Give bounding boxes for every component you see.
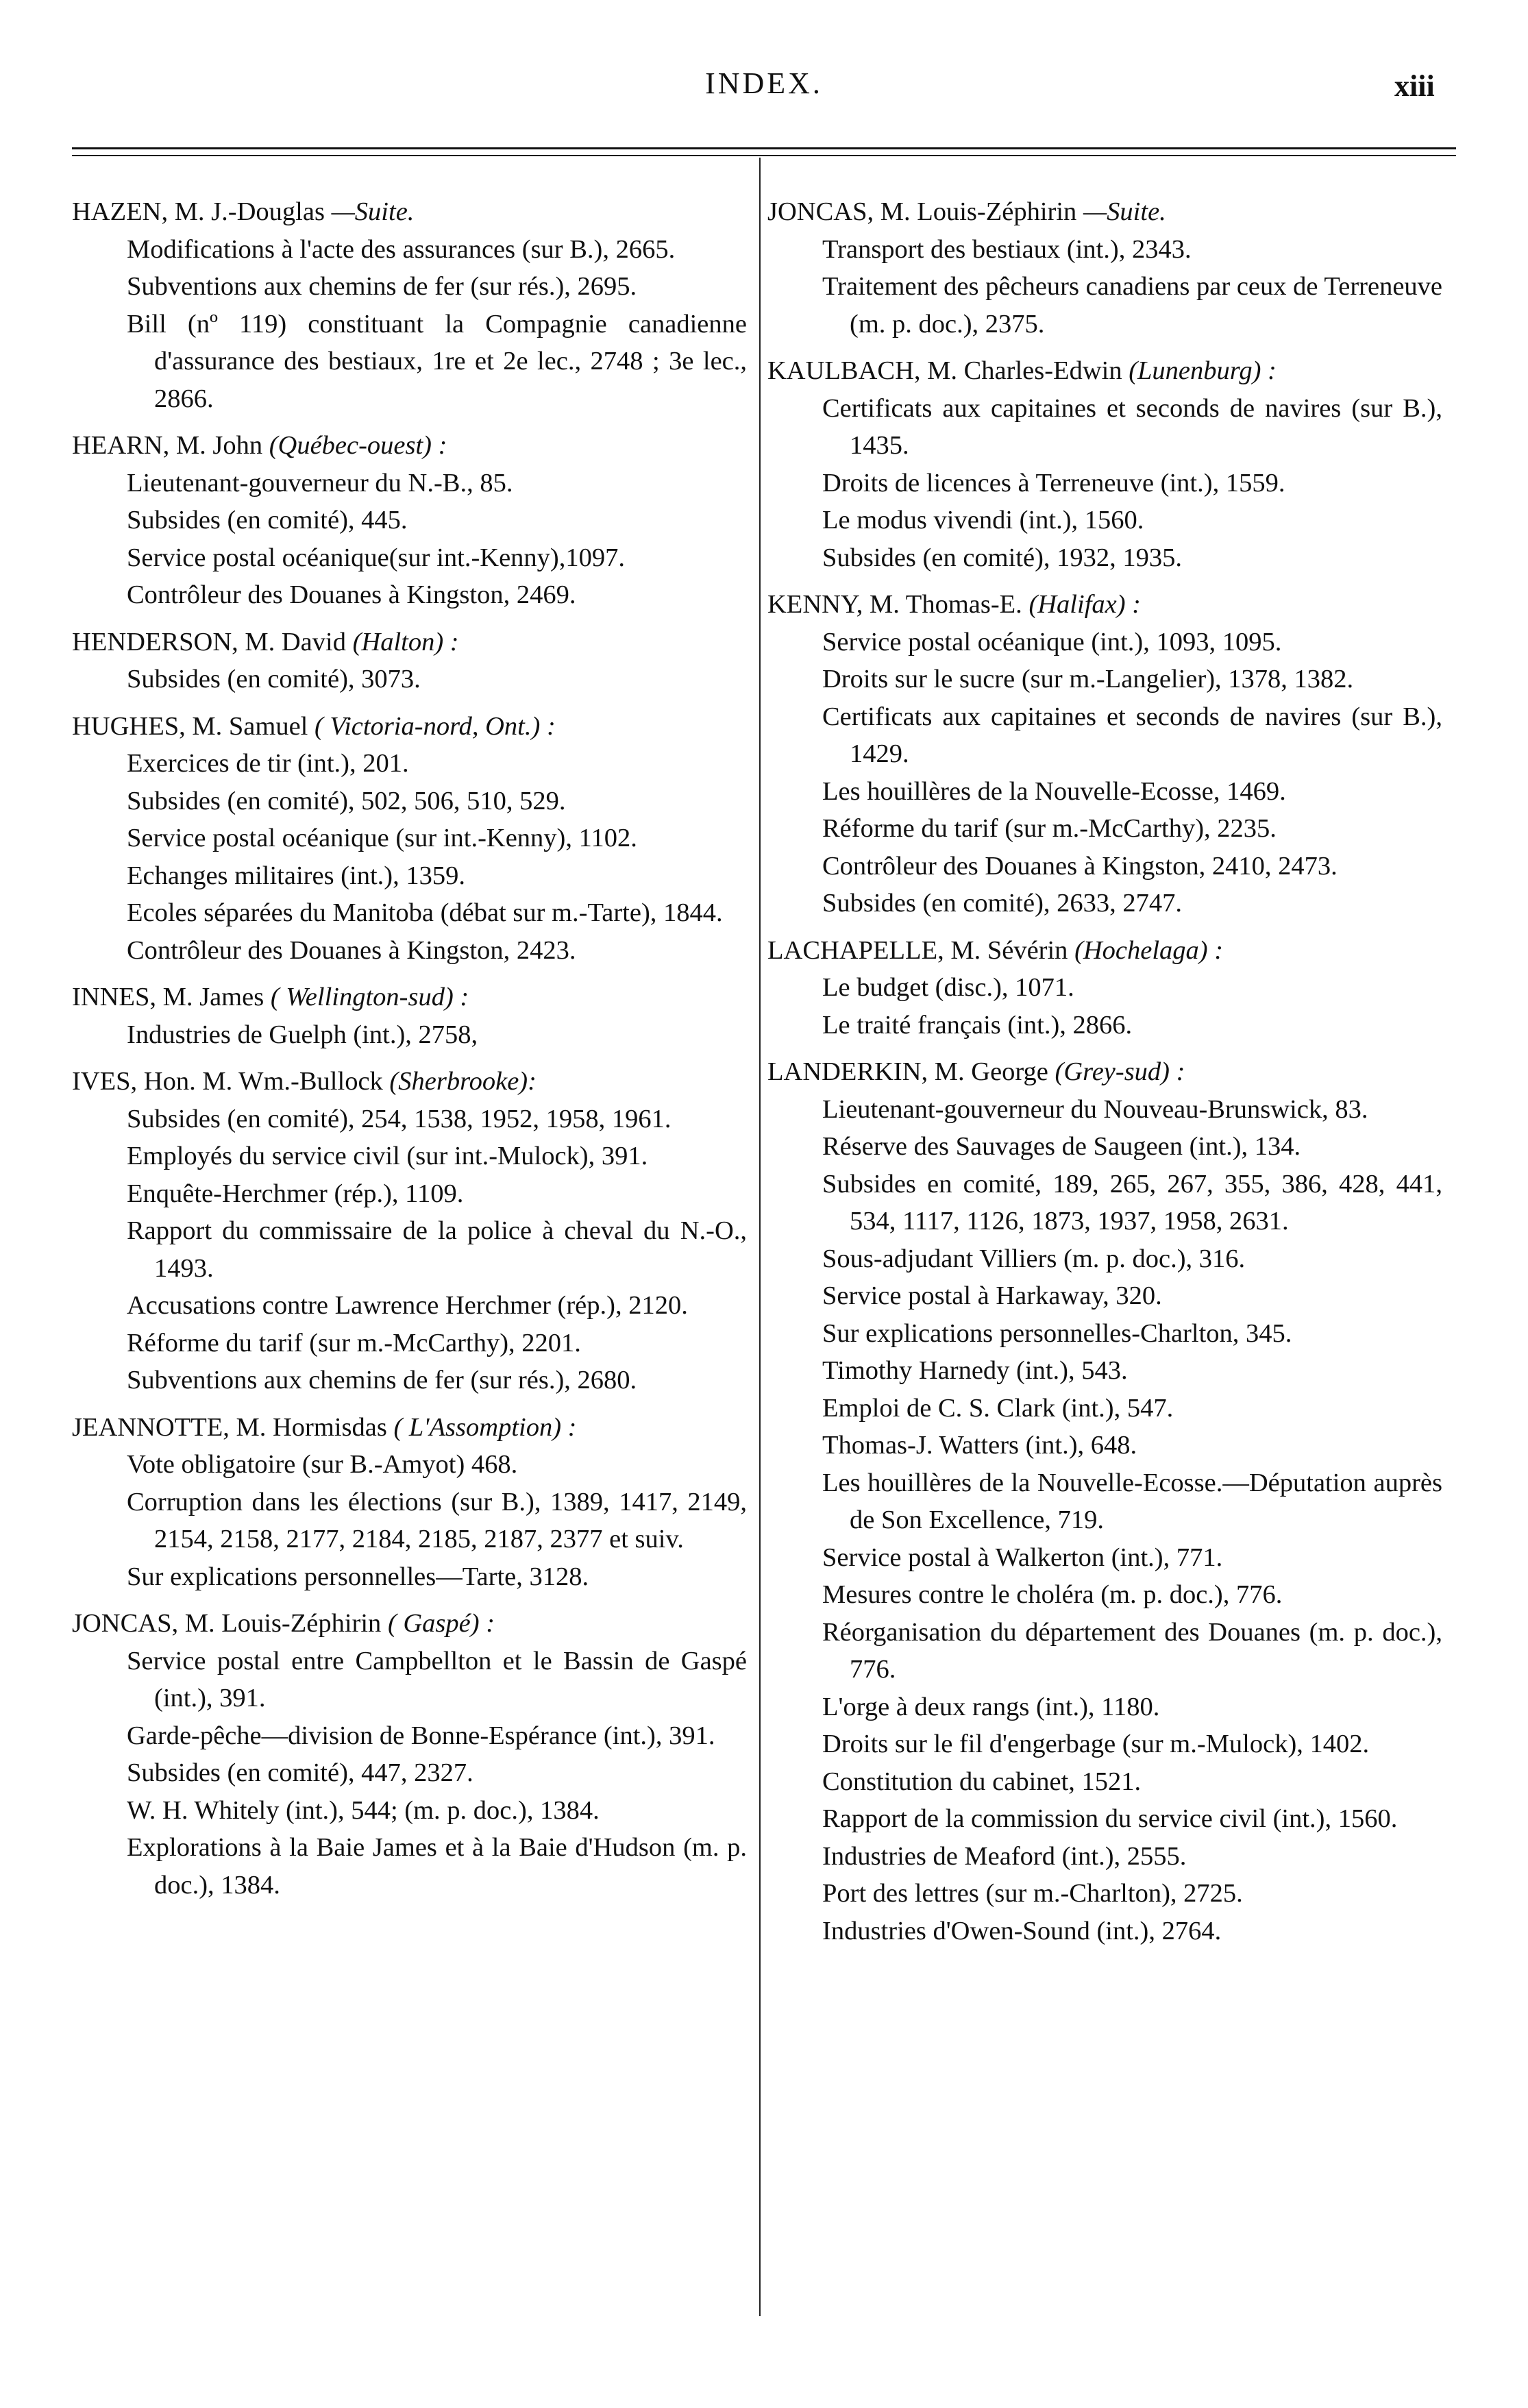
entry-heading: [72, 1063, 747, 1101]
entry-reference: Réforme du tarif (sur m.-McCarthy), 2201.: [127, 1328, 581, 1357]
entry-reference: Ecoles séparées du Manitoba (débat sur m.-Tarte), 1844.: [127, 898, 723, 927]
column-divider: [759, 158, 761, 2316]
entry-name: KAULBACH, M. Charles-Edwin: [767, 356, 1122, 385]
index-entry: [767, 586, 1442, 922]
entry-reference: Subsides (en comité), 1932, 1935.: [822, 543, 1183, 572]
entry-reference: Emploi de C. S. Clark (int.), 547.: [822, 1393, 1174, 1423]
entry-reference: Droits de licences à Terreneuve (int.), 1559.: [822, 468, 1285, 497]
entry-reference: Employés du service civil (sur int.-Mulock), 391.: [127, 1142, 648, 1170]
entry-reference: Port des lettres (sur m.-Charlton), 2725.: [822, 1879, 1243, 1908]
entry-reference: Subventions aux chemins de fer (sur rés.), 2695.: [127, 272, 637, 301]
entry-reference: Subsides (en comité), 3073.: [127, 665, 421, 693]
entry-name: JONCAS, M. Louis-Zéphirin: [767, 197, 1077, 226]
entry-reference: Certificats aux capitaines et seconds de navires (sur B.), 1435.: [822, 393, 1442, 460]
entry-reference: Corruption dans les élections (sur B.), 1389, 1417, 2149, 2154, 2158, 2177, 2184, 2185, 2187, 2377 et suiv.: [127, 1487, 747, 1553]
index-entry: [72, 1409, 747, 1596]
entry-reference: Industries de Guelph (int.), 2758,: [127, 1020, 478, 1049]
entry-reference: Subsides (en comité), 254, 1538, 1952, 1958, 1961.: [127, 1104, 671, 1133]
entry-name: LANDERKIN, M. George: [767, 1057, 1048, 1086]
entry-riding: —Suite.: [1083, 197, 1166, 226]
entry-heading: [767, 193, 1442, 231]
entry-reference: Subsides en comité, 189, 265, 267, 355, 386, 428, 441, 534, 1117, 1126, 1873, 1937, 1958, 2631.: [822, 1169, 1442, 1236]
header-rule-thin: [72, 155, 1456, 156]
entry-reference: Garde-pêche—division de Bonne-Espérance (int.), 391.: [127, 1721, 715, 1750]
entry-name: IVES, Hon. M. Wm.-Bullock: [72, 1067, 383, 1096]
entry-reference: Industries de Meaford (int.), 2555.: [822, 1841, 1187, 1871]
entry-reference: Droits sur le fil d'engerbage (sur m.-Mulock), 1402.: [822, 1730, 1370, 1758]
entry-riding: (Grey-sud) :: [1055, 1057, 1185, 1086]
entry-heading: [72, 624, 747, 661]
entry-reference: Sous-adjudant Villiers (m. p. doc.), 316.: [822, 1244, 1246, 1273]
entry-reference: Les houillères de la Nouvelle-Ecosse.—Députation auprès de Son Excellence, 719.: [822, 1468, 1442, 1534]
entry-heading: [767, 586, 1442, 624]
entry-reference: Contrôleur des Douanes à Kingston, 2423.: [127, 935, 576, 965]
entry-reference: Réorganisation du département des Douanes (m. p. doc.), 776.: [822, 1617, 1442, 1684]
entry-reference: Lieutenant-gouverneur du N.-B., 85.: [127, 468, 513, 497]
index-entry: [72, 624, 747, 698]
entry-reference: Rapport du commissaire de la police à cheval du N.-O., 1493.: [127, 1216, 747, 1283]
entry-riding: ( L'Assomption) :: [393, 1412, 577, 1442]
entry-reference: Le traité français (int.), 2866.: [822, 1010, 1133, 1040]
entry-heading: [72, 979, 747, 1016]
entry-riding: (Lunenburg) :: [1129, 356, 1277, 385]
entry-heading: [767, 1053, 1442, 1091]
entry-riding: (Hochelaga) :: [1074, 935, 1224, 965]
entry-riding: —Suite.: [331, 197, 415, 226]
entry-heading: [767, 932, 1442, 970]
entry-reference: Industries d'Owen-Sound (int.), 2764.: [822, 1916, 1222, 1945]
entry-reference: Mesures contre le choléra (m. p. doc.), 776.: [822, 1580, 1283, 1609]
entry-name: INNES, M. James: [72, 983, 264, 1011]
entry-reference: Vote obligatoire (sur B.-Amyot) 468.: [127, 1450, 518, 1479]
page-number: xiii: [1394, 69, 1435, 103]
entry-reference: Service postal entre Campbellton et le Bassin de Gaspé (int.), 391.: [127, 1646, 747, 1712]
entry-reference: Exercices de tir (int.), 201.: [127, 749, 409, 778]
entry-reference: Enquête-Herchmer (rép.), 1109.: [127, 1179, 464, 1208]
entry-reference: Les houillères de la Nouvelle-Ecosse, 1469.: [822, 776, 1286, 806]
left-column: [72, 193, 747, 1913]
entry-reference: Bill (nº 119) constituant la Compagnie canadienne d'assurance des bestiaux, 1re et 2e lec., 2748 ; 3e lec., 2866.: [127, 309, 747, 413]
entry-heading: [72, 708, 747, 746]
page-title: INDEX.: [705, 66, 823, 100]
entry-name: HAZEN, M. J.-Douglas: [72, 197, 325, 226]
entry-reference: Certificats aux capitaines et seconds de navires (sur B.), 1429.: [822, 702, 1442, 768]
entry-reference: Transport des bestiaux (int.), 2343.: [822, 234, 1192, 264]
entry-reference: Sur explications personnelles—Tarte, 3128.: [127, 1562, 589, 1591]
entry-reference: Constitution du cabinet, 1521.: [822, 1767, 1142, 1796]
entry-reference: Traitement des pêcheurs canadiens par ceux de Terreneuve (m. p. doc.), 2375.: [822, 272, 1442, 339]
entry-riding: (Québec-ouest) :: [269, 431, 447, 460]
entry-name: JONCAS, M. Louis-Zéphirin: [72, 1609, 382, 1638]
entry-reference: Subventions aux chemins de fer (sur rés.), 2680.: [127, 1366, 637, 1395]
entry-heading: [72, 1605, 747, 1643]
entry-name: LACHAPELLE, M. Sévérin: [767, 935, 1068, 965]
entry-heading: [767, 352, 1442, 390]
entry-reference: Service postal à Walkerton (int.), 771.: [822, 1543, 1223, 1572]
entry-riding: (Sherbrooke):: [389, 1067, 537, 1096]
index-entry: [72, 1063, 747, 1399]
entry-riding: ( Wellington-sud) :: [270, 983, 469, 1011]
entry-reference: Réforme du tarif (sur m.-McCarthy), 2235.: [822, 814, 1277, 843]
entry-reference: Service postal océanique (int.), 1093, 1095.: [822, 627, 1282, 656]
index-entry: [72, 708, 747, 970]
entry-reference: W. H. Whitely (int.), 544; (m. p. doc.), 1384.: [127, 1795, 600, 1825]
entry-riding: (Halifax) :: [1028, 590, 1142, 619]
entry-reference: Subsides (en comité), 445.: [127, 506, 408, 535]
index-entry: [767, 352, 1442, 576]
entry-name: JEANNOTTE, M. Hormisdas: [72, 1412, 387, 1442]
entry-reference: Contrôleur des Douanes à Kingston, 2469.: [127, 580, 576, 609]
entry-reference: Service postal océanique(sur int.-Kenny),1097.: [127, 543, 626, 572]
entry-name: HEARN, M. John: [72, 431, 263, 460]
entry-reference: Réserve des Sauvages de Saugeen (int.), 134.: [822, 1132, 1301, 1161]
entry-reference: Explorations à la Baie James et à la Baie d'Hudson (m. p. doc.), 1384.: [127, 1833, 747, 1900]
entry-reference: Rapport de la commission du service civil (int.), 1560.: [822, 1804, 1398, 1833]
entry-heading: [72, 1409, 747, 1447]
entry-heading: [72, 193, 747, 231]
entry-reference: Subsides (en comité), 2633, 2747.: [822, 889, 1183, 918]
entry-reference: Thomas-J. Watters (int.), 648.: [822, 1431, 1137, 1460]
entry-riding: (Halton) :: [352, 627, 459, 656]
header-rule: [72, 147, 1456, 149]
index-entry: [767, 932, 1442, 1044]
entry-name: KENNY, M. Thomas-E.: [767, 590, 1022, 619]
entry-reference: Service postal à Harkaway, 320.: [822, 1281, 1162, 1310]
entry-riding: ( Gaspé) :: [387, 1609, 495, 1638]
entry-reference: Le budget (disc.), 1071.: [822, 973, 1074, 1002]
entry-reference: Subsides (en comité), 502, 506, 510, 529.: [127, 786, 566, 815]
right-column: [767, 193, 1442, 1959]
entry-reference: Timothy Harnedy (int.), 543.: [822, 1356, 1128, 1385]
entry-riding: ( Victoria-nord, Ont.) :: [314, 711, 556, 741]
entry-reference: Le modus vivendi (int.), 1560.: [822, 506, 1144, 535]
entry-reference: Service postal océanique (sur int.-Kenny), 1102.: [127, 824, 637, 852]
entry-reference: Accusations contre Lawrence Herchmer (rép.), 2120.: [127, 1291, 688, 1320]
index-entry: [72, 427, 747, 614]
entry-name: HENDERSON, M. David: [72, 627, 346, 656]
index-entry: [767, 1053, 1442, 1950]
entry-reference: Droits sur le sucre (sur m.-Langelier), 1378, 1382.: [822, 665, 1354, 693]
entry-reference: Sur explications personnelles-Charlton, 345.: [822, 1318, 1292, 1348]
entry-reference: Subsides (en comité), 447, 2327.: [127, 1758, 473, 1787]
entry-heading: [72, 427, 747, 465]
entry-name: HUGHES, M. Samuel: [72, 711, 308, 741]
index-entry: [72, 979, 747, 1053]
entry-reference: Modifications à l'acte des assurances (sur B.), 2665.: [127, 234, 676, 264]
entry-reference: Lieutenant-gouverneur du Nouveau-Brunswick, 83.: [822, 1094, 1368, 1124]
entry-reference: Contrôleur des Douanes à Kingston, 2410, 2473.: [822, 851, 1338, 881]
entry-reference: Echanges militaires (int.), 1359.: [127, 861, 465, 890]
index-entry: [767, 193, 1442, 343]
entry-reference: L'orge à deux rangs (int.), 1180.: [822, 1692, 1160, 1721]
index-entry: [72, 193, 747, 417]
index-entry: [72, 1605, 747, 1904]
